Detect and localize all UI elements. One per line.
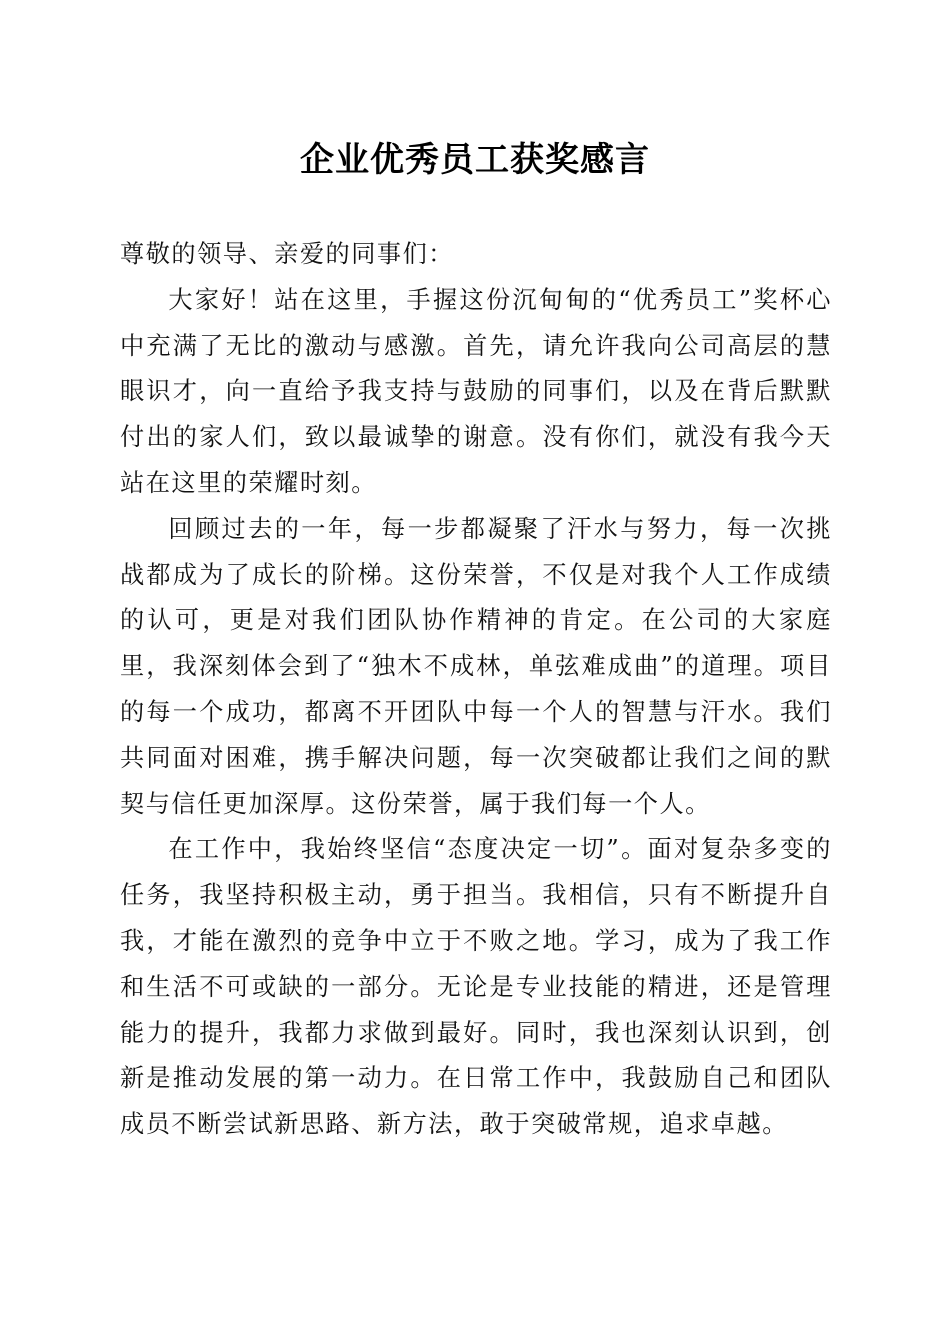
paragraph-1: 大家好！站在这里，手握这份沉甸甸的“优秀员工”奖杯心中充满了无比的激动与感激。首先，请允许我向公司高层的慧眼识才，向一直给予我支持与鼓励的同事们，以及在背后默默付出的家人们，致以最诚挚的谢意。没有你们，就没有我今天站在这里的荣耀时刻。 (120, 285, 832, 497)
document-body (120, 232, 832, 1148)
paragraph-3: 在工作中，我始终坚信“态度决定一切”。面对复杂多变的任务，我坚持积极主动，勇于担当。我相信，只有不断提升自我，才能在激烈的竞争中立于不败之地。学习，成为了我工作和生活不可或缺的一部分。无论是专业技能的精进，还是管理能力的提升，我都力求做到最好。同时，我也深刻认识到，创新是推动发展的第一动力。在日常工作中，我鼓励自己和团队成员不断尝试新思路、新方法，敢于突破常规，追求卓越。 (120, 835, 832, 1139)
paragraph-2: 回顾过去的一年，每一步都凝聚了汗水与努力，每一次挑战都成为了成长的阶梯。这份荣誉，不仅是对我个人工作成绩的认可，更是对我们团队协作精神的肯定。在公司的大家庭里，我深刻体会到了“独木不成林，单弦难成曲”的道理。项目的每一个成功，都离不开团队中每一个人的智慧与汗水。我们共同面对困难，携手解决问题，每一次突破都让我们之间的默契与信任更加深厚。这份荣誉，属于我们每一个人。 (120, 514, 832, 818)
document-title: 企业优秀员工获奖感言 (300, 140, 650, 180)
salutation: 尊敬的领导、亲爱的同事们： (120, 240, 454, 268)
